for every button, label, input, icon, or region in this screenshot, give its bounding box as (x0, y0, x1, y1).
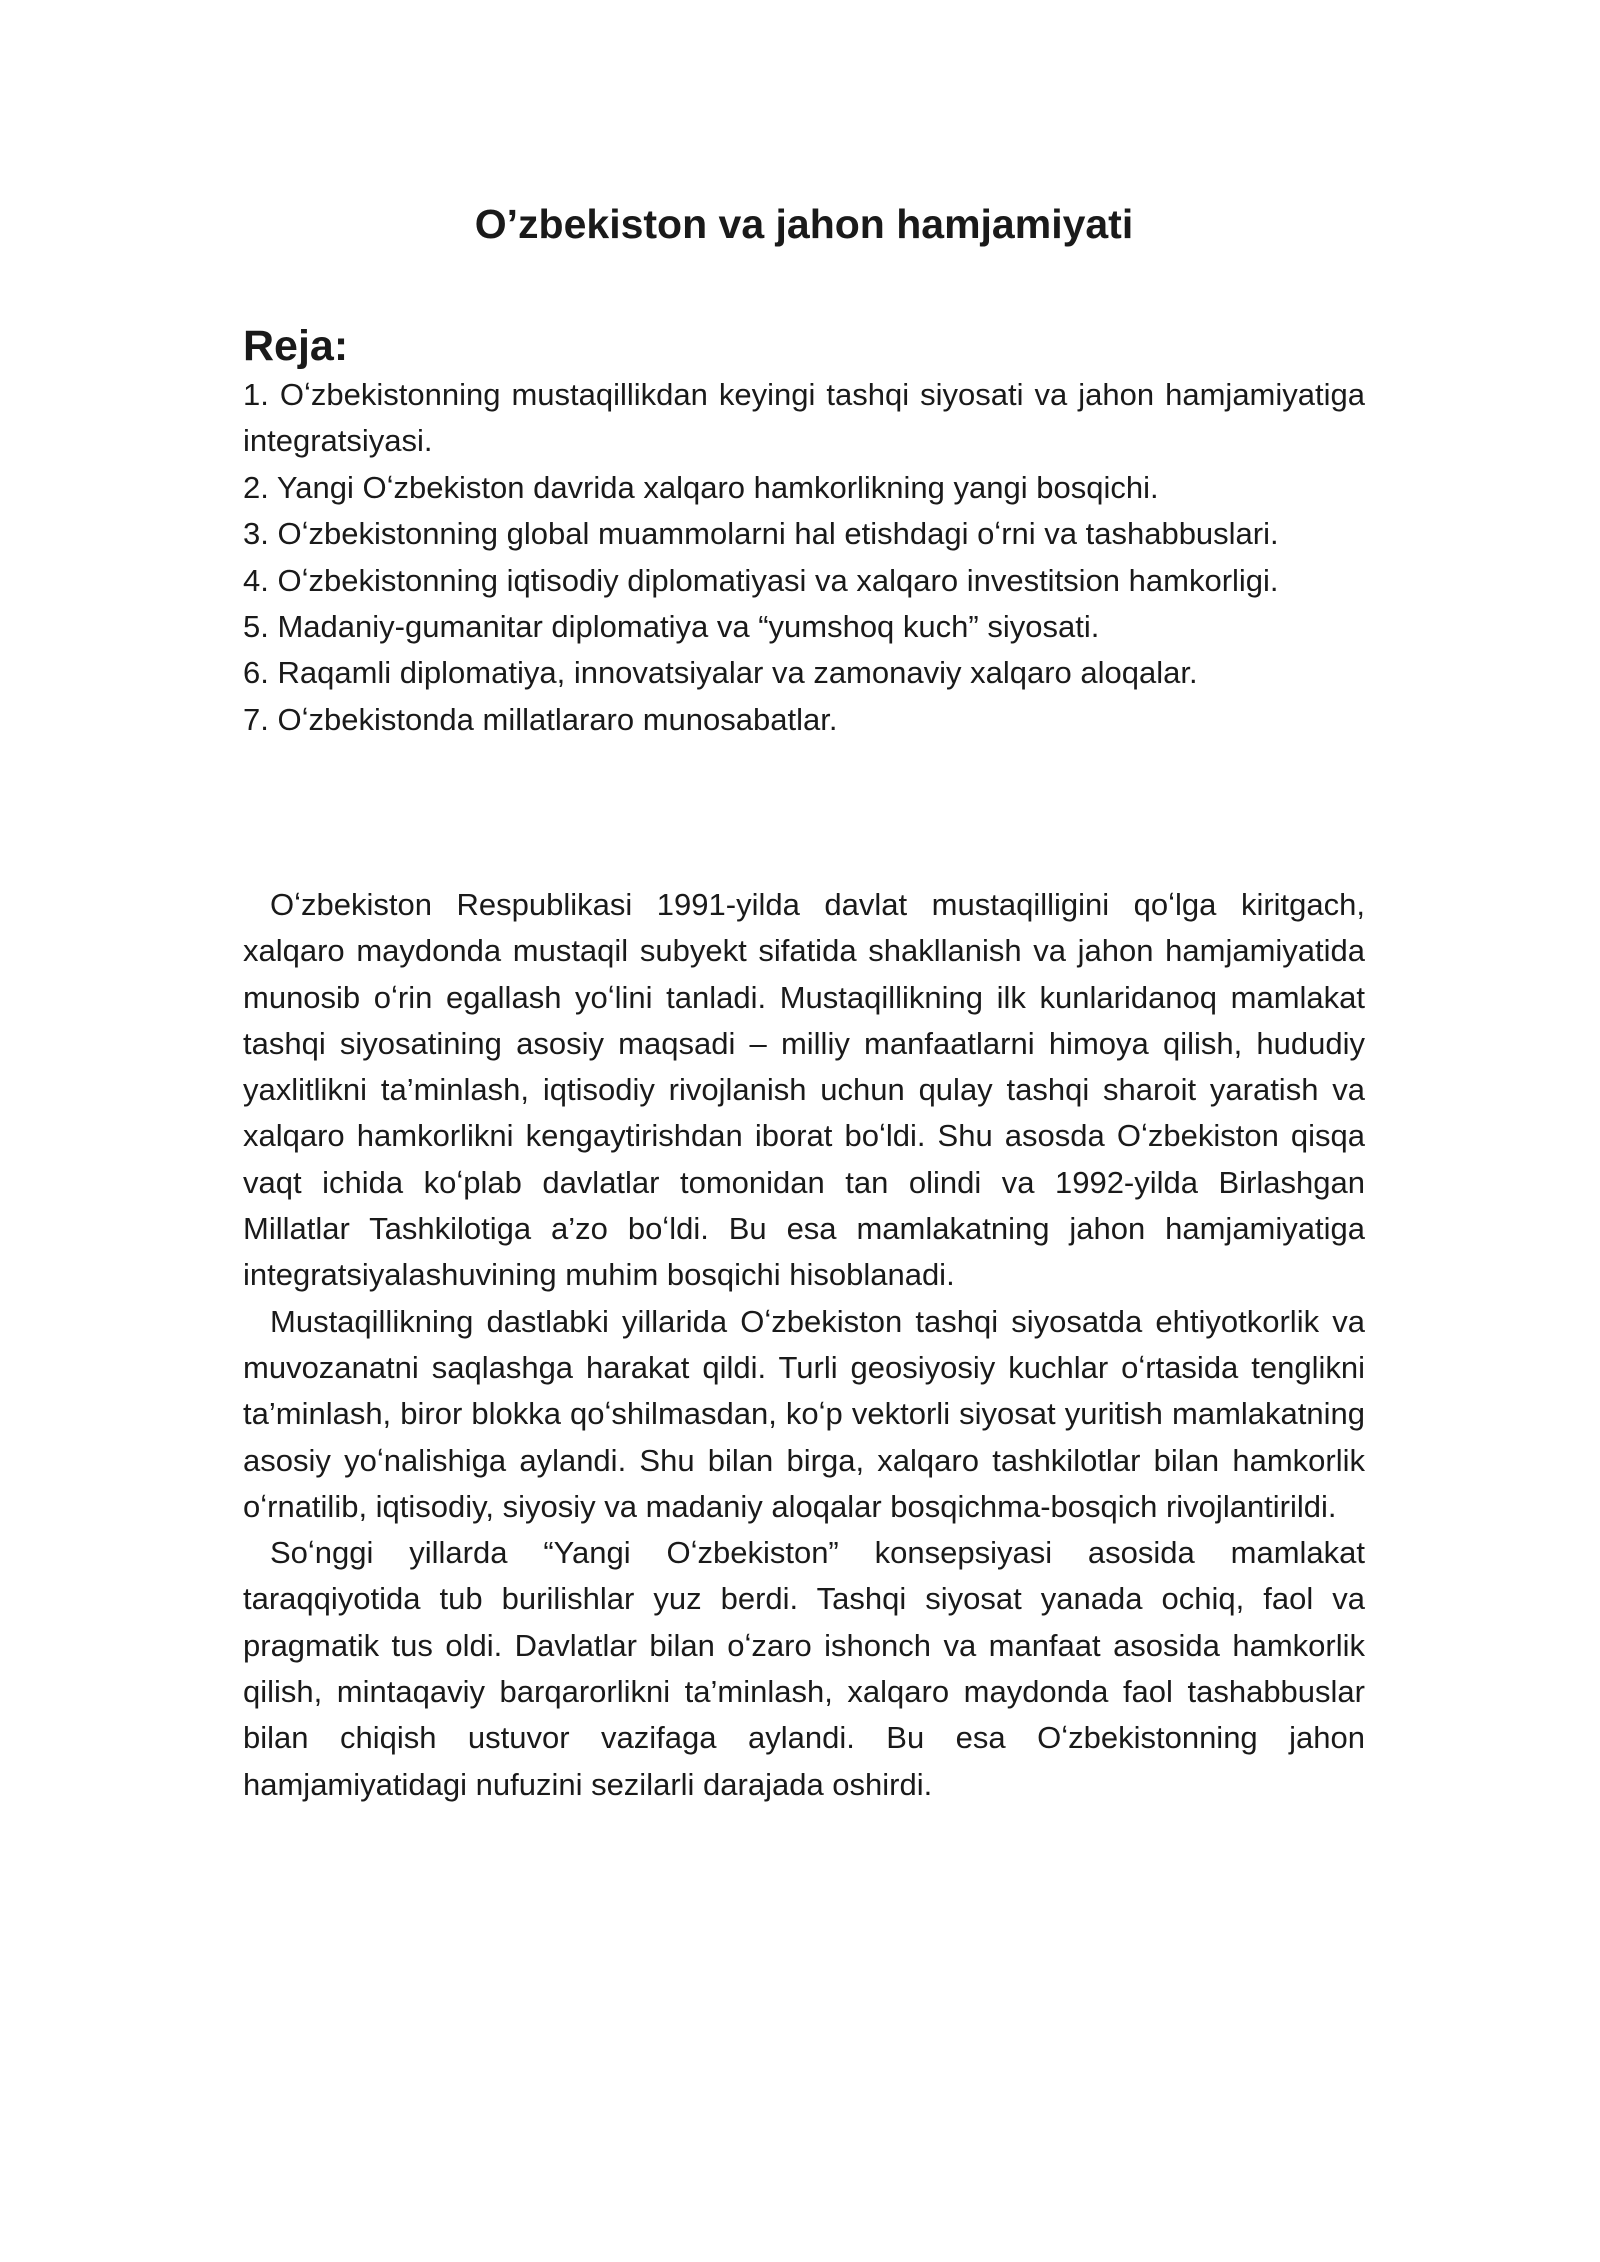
plan-item: 7. Oʻzbekistonda millatlararo munosabatlar. (243, 701, 838, 737)
plan-item: 4. Oʻzbekistonning iqtisodiy diplomatiyasi va xalqaro investitsion hamkorligi. (243, 562, 1279, 598)
plan-item: 6. Raqamli diplomatiya, innovatsiyalar va zamonaviy xalqaro aloqalar. (243, 655, 1198, 691)
plan-item: 5. Madaniy-gumanitar diplomatiya va “yumshoq kuch” siyosati. (243, 609, 1100, 645)
plan-item: 2. Yangi Oʻzbekiston davrida xalqaro hamkorlikning yangi bosqichi. (243, 469, 1159, 505)
plan-item: 1. Oʻzbekistonning mustaqillikdan keyingi tashqi siyosati va jahon hamjamiyatiga integratsiyasi. (243, 377, 1365, 459)
body-paragraph: Soʻnggi yillarda “Yangi Oʻzbekiston” konsepsiyasi asosida mamlakat taraqqiyotida tub burilishlar yuz berdi. Tashqi siyosat yanada ochiq, faol va pragmatik tus oldi. Davlatlar bilan oʻzaro ishonch va manfaat asosida hamkorlik qilish, mintaqaviy barqarorlikni ta’minlash, xalqaro maydonda faol tashabbuslar bilan chiqish ustuvor vazifaga aylandi. Bu esa Oʻzbekistonning jahon hamjamiyatidagi nufuzini sezilarli darajada oshirdi. (243, 1535, 1365, 1802)
plan-item: 3. Oʻzbekistonning global muammolarni hal etishdagi oʻrni va tashabbuslari. (243, 516, 1279, 552)
body-paragraph: Mustaqillikning dastlabki yillarida Oʻzbekiston tashqi siyosatda ehtiyotkorlik va muvozanatni saqlashga harakat qildi. Turli geosiyosiy kuchlar oʻrtasida tenglikni ta’minlash, biror blokka qoʻshilmasdan, koʻp vektorli siyosat yuritish mamlakatning asosiy yoʻnalishiga aylandi. Shu bilan birga, xalqaro tashkilotlar bilan hamkorlik oʻrnatilib, iqtisodiy, siyosiy va madaniy aloqalar bosqichma-bosqich rivojlantirildi. (243, 1303, 1365, 1524)
body-text (243, 882, 1365, 1808)
body-paragraph: Oʻzbekiston Respublikasi 1991-yilda davlat mustaqilligini qoʻlga kiritgach, xalqaro maydonda mustaqil subyekt sifatida shakllanish va jahon hamjamiyatida munosib oʻrin egallash yoʻlini tanladi. Mustaqillikning ilk kunlaridanoq mamlakat tashqi siyosatining asosiy maqsadi – milliy manfaatlarni himoya qilish, hududiy yaxlitlikni ta’minlash, iqtisodiy rivojlanish uchun qulay tashqi sharoit yaratish va xalqaro hamkorlikni kengaytirishdan iborat boʻldi. Shu asosda Oʻzbekiston qisqa vaqt ichida koʻplab davlatlar tomonidan tan olindi va 1992-yilda Birlashgan Millatlar Tashkilotiga a’zo boʻldi. Bu esa mamlakatning jahon hamjamiyatiga integratsiyalashuvining muhim bosqichi hisoblanadi. (243, 887, 1365, 1293)
plan-list (243, 372, 1365, 743)
document-title: O’zbekiston va jahon hamjamiyati (474, 201, 1134, 247)
plan-heading: Reja: (243, 322, 349, 370)
